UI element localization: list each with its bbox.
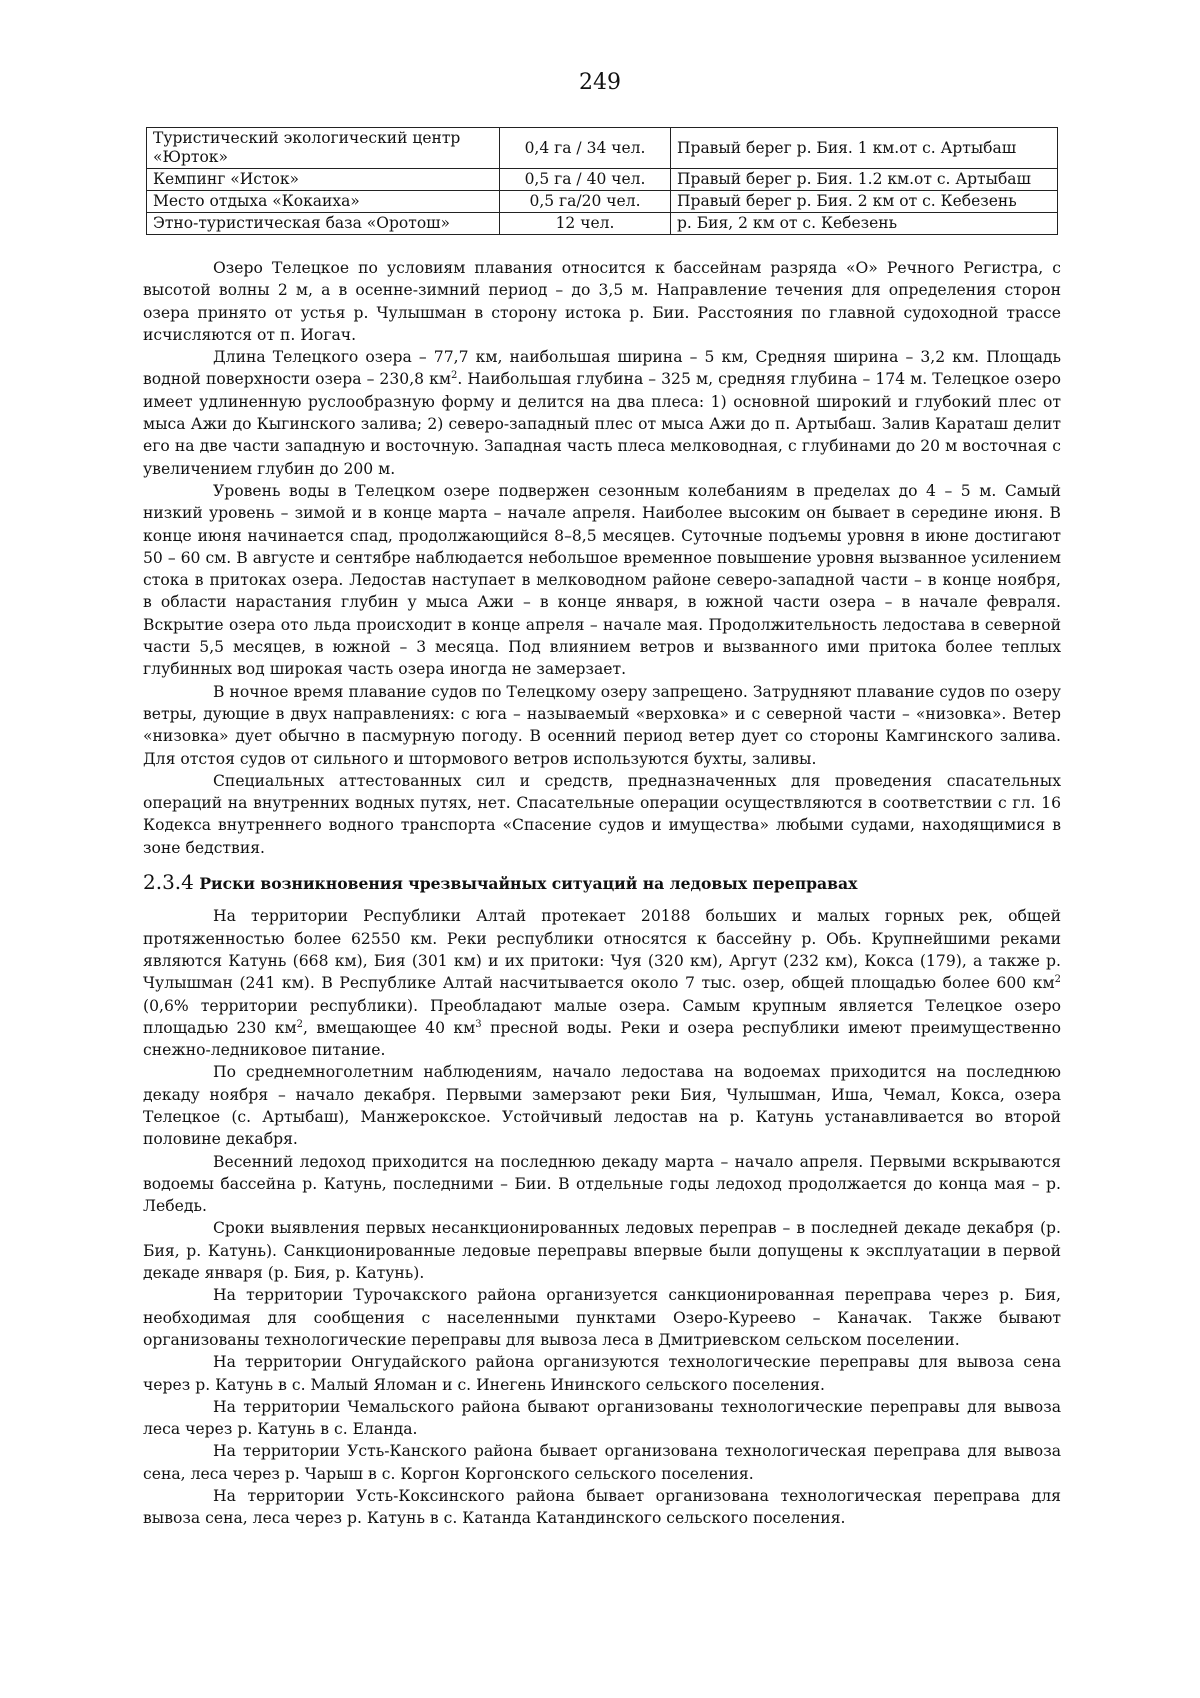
- table-cell-name: Туристический экологический центр «Юрток»: [147, 128, 500, 169]
- paragraph: По среднемноголетним наблюдениям, начало ледостава на водоемах приходится на последнюю декаду ноября – начало декабря. Первыми замерзают реки Бия, Чулышман, Иша, Чемал, Кокса, озера Телецкое (с. Артыбаш), Манжерокское. Устойчивый ледостав на р. Катунь устанавливается во второй половине декабря.: [143, 1063, 1061, 1149]
- body-text: [143, 257, 1061, 1530]
- paragraph: Уровень воды в Телецком озере подвержен сезонным колебаниям в пределах до 4 – 5 м. Самый низкий уровень – зимой и в конце марта – начале апреля. Наиболее высоким он бывает в середине июня. В конце июня начинается спад, продолжающийся 8–8,5 месяцев. Суточные подъемы уровня в июне достигают 50 – 60 см. В августе и сентябре наблюдается небольшое временное повышение уровня вызванное усилением стока в притоках озера. Ледостав наступает в мелководном районе северо-западной части – в конце ноября, в области нарастания глубин у мыса Ажи – в конце января, в южной части озера – в начале февраля. Вскрытие озера ото льда происходит в конце апреля – начале мая. Продолжительность ледостава в северной части 5,5 месяцев, в южной – 3 месяца. Под влиянием ветров и вызванного ими притока более теплых глубинных вод широкая часть озера иногда не замерзает.: [143, 481, 1061, 679]
- table-cell-name: Этно-туристическая база «Оротош»: [147, 213, 500, 235]
- table-cell-capacity: 0,4 га / 34 чел.: [500, 128, 671, 169]
- table-row: [147, 169, 1058, 191]
- table-cell-location: Правый берег р. Бия. 1.2 км.от с. Артыбаш: [671, 169, 1058, 191]
- table-cell-capacity: 0,5 га/20 чел.: [500, 191, 671, 213]
- paragraph: На территории Турочакского района организуется санкционированная переправа через р. Бия, необходимая для сообщения с населенными пунктами Озеро-Куреево – Каначак. Также бывают организованы технологические переправы для вывоза леса в Дмитриевском сельском поселении.: [143, 1286, 1061, 1349]
- paragraph: На территории Онгудайского района организуются технологические переправы для вывоза сена через р. Катунь в с. Малый Яломан и с. Инегень Ининского сельского поселения.: [143, 1353, 1061, 1394]
- table-cell-name: Кемпинг «Исток»: [147, 169, 500, 191]
- paragraph: Весенний ледоход приходится на последнюю декаду марта – начало апреля. Первыми вскрываются водоемы бассейна р. Катунь, последними – Бии. В отдельные годы ледоход продолжается до конца мая – р. Лебедь.: [143, 1152, 1061, 1216]
- table-row: [147, 213, 1058, 235]
- section-number: 2.3.4: [143, 870, 194, 895]
- paragraph: На территории Усть-Коксинского района бывает организована технологическая переправа для вывоза сена, леса через р. Катунь в с. Катанда Катандинского сельского поселения.: [143, 1487, 1061, 1528]
- paragraph: На территории Чемальского района бывают организованы технологические переправы для вывоза леса через р. Катунь в с. Еланда.: [143, 1397, 1061, 1439]
- table-cell-capacity: 0,5 га / 40 чел.: [500, 169, 671, 191]
- table-row: [147, 128, 1058, 169]
- paragraph: Озеро Телецкое по условиям плавания относится к бассейнам разряда «О» Речного Регистра, с высотой волны 2 м, а в осенне-зимний период – до 3,5 м. Направление течения для определения сторон озера принято от устья р. Чулышман в сторону истока р. Бии. Расстояния по главной судоходной трассе исчисляются от п. Иогач.: [143, 259, 1061, 344]
- paragraph: Сроки выявления первых несанкционированных ледовых переправ – в последней декаде декабря (р. Бия, р. Катунь). Санкционированные ледовые переправы впервые были допущены к эксплуатации в первой декаде января (р. Бия, р. Катунь).: [143, 1219, 1061, 1283]
- page-number: 249: [579, 70, 621, 95]
- paragraph: Длина Телецкого озера – 77,7 км, наибольшая ширина – 5 км, Средняя ширина – 3,2 км. Площадь водной поверхности озера – 230,8 $км^2$. Наибольшая глубина – 325 м, средняя глубина – 174 м. Телецкое озеро имеет удлиненную руслообразную форму и делится на два плеса: 1) основной широкий и глубокий плес от мыса Ажи до Кыгинского залива; 2) северо-западный плес от мыса Ажи до п. Артыбаш. Залив Караташ делит его на две части западную и восточную. Западная часть плеса мелководная, с глубинами до 20 м восточная с увеличением глубин до 200 м.: [143, 348, 1061, 478]
- table-row: [147, 191, 1058, 213]
- table-cell-capacity: 12 чел.: [500, 213, 671, 235]
- table-cell-name: Место отдыха «Кокаиха»: [147, 191, 500, 213]
- section-title: Риски возникновения чрезвычайных ситуаций на ледовых переправах: [199, 874, 858, 894]
- paragraph: Специальных аттестованных сил и средств, предназначенных для проведения спасательных операций на внутренних водных путях, нет. Спасательные операции осуществляются в соответствии с гл. 16 Кодекса внутреннего водного транспорта «Спасение судов и имущества» любыми судами, находящимися в зоне бедствия.: [143, 771, 1061, 857]
- paragraph: На территории Усть-Канского района бывает организована технологическая переправа для вывоза сена, леса через р. Чарыш в с. Коргон Коргонского сельского поселения.: [143, 1442, 1061, 1483]
- paragraph: В ночное время плавание судов по Телецкому озеру запрещено. Затрудняют плавание судов по озеру ветры, дующие в двух направлениях: с юга – называемый «верховка» и с северной части – «низовка». Ветер «низовка» дует обычно в пасмурную погоду. В осенний период ветер дует со стороны Камгинского залива. Для отстоя судов от сильного и штормового ветров используются бухты, заливы.: [143, 682, 1061, 768]
- table-cell-location: р. Бия, 2 км от с. Кебезень: [671, 213, 1058, 235]
- tourist-facilities-table: [146, 127, 1058, 235]
- table-cell-location: Правый берег р. Бия. 1 км.от с. Артыбаш: [671, 128, 1058, 169]
- section-heading: [143, 871, 1061, 895]
- table-cell-location: Правый берег р. Бия. 2 км от с. Кебезень: [671, 191, 1058, 213]
- paragraph: На территории Республики Алтай протекает 20188 больших и малых горных рек, общей протяженностью более 62550 км. Реки республики относятся к бассейну р. Обь. Крупнейшими реками являются Катунь (668 км), Бия (301 км) и их притоки: Чуя (320 км), Аргут (232 км), Кокса (179), а также р. Чулышман (241 км). В Республике Алтай насчитывается около 7 тыс. озер, общей площадью более 600 $км^2$ (0,6% территории республики). Преобладают малые озера. Самым крупным является Телецкое озеро площадью 230 $км^2$, вмещающее 40 $км^3$ пресной воды. Реки и озера республики имеют преимущественно снежно-ледниковое питание.: [143, 907, 1062, 1060]
